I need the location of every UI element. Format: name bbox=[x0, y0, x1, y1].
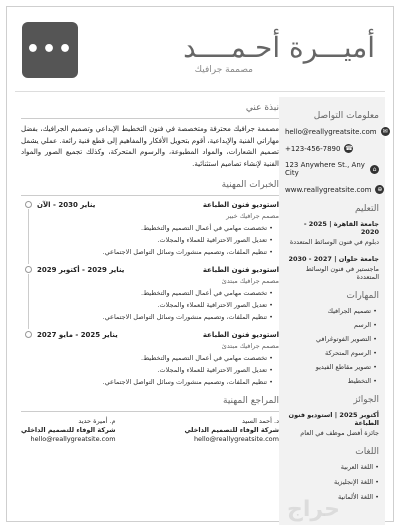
email-icon: ✉ bbox=[382, 128, 388, 135]
education-degree: ماجستير في فنون الوسائط المتعددة bbox=[305, 265, 379, 281]
awards-heading: الجوائز bbox=[353, 395, 379, 405]
contact-address bbox=[285, 161, 379, 177]
education-item bbox=[285, 255, 379, 281]
language-item: • اللغة الإنجليزية bbox=[285, 478, 379, 486]
award-title: أكتوبر 2025 | استوديو فنون الطباعة bbox=[288, 411, 379, 427]
job-dates: يناير 2030 - الآن bbox=[37, 201, 96, 209]
job-entry bbox=[21, 201, 279, 256]
job-bullet: • تعديل الصور الاحترافية للعملاء والمجلات. bbox=[21, 236, 279, 244]
reference-item bbox=[21, 417, 116, 444]
timeline-dot-icon bbox=[25, 201, 32, 208]
job-entry bbox=[21, 331, 279, 386]
reference-name: م. أميرة حديد bbox=[78, 417, 116, 425]
education-title: جامعة حلوان | 2027 - 2030 bbox=[288, 255, 379, 263]
job-entry bbox=[21, 266, 279, 321]
contact-phone-text[interactable]: +123-456-7890 bbox=[285, 144, 341, 153]
job-role: مصمم جرافيك مبتدئ bbox=[221, 342, 279, 350]
contact-email bbox=[285, 127, 388, 136]
experience-heading: الخبرات المهنية bbox=[221, 180, 279, 190]
reference-email[interactable]: hello@reallygreatsite.com bbox=[30, 435, 116, 443]
job-role: مصمم جرافيك مبتدئ bbox=[221, 277, 279, 285]
job-bullet: • تنظيم الملفات، وتصميم منشورات وسائل التواصل الاجتماعي. bbox=[21, 378, 279, 386]
job-bullet: • تخصصت مهامي في أعمال التصميم والتخطيط. bbox=[21, 289, 279, 297]
job-bullet: • تعديل الصور الاحترافية للعملاء والمجلات. bbox=[21, 301, 279, 309]
skills-heading: المهارات bbox=[346, 291, 379, 301]
job-header bbox=[37, 266, 279, 274]
section-divider bbox=[21, 195, 279, 196]
about-text: مصممة جرافيك محترفة ومتخصصة في فنون التخطيط الإبداعي وتصميم الجرافيك، بفضل مهاراتي الفنية والإبداعية، أقوم بتحويل الأفكار والمفاهيم إلى قطع فنية رائعة. عملي يشمل تصميم الشعارات، والمواد المطبوعة، والرسوم المتحركة، وكذلك تجميع الصور والمواد الفنية لإنشاء تصاميم استثنائية. bbox=[21, 125, 279, 168]
candidate-job-title: مصممة جرافيك bbox=[194, 65, 253, 75]
timeline-dot-icon bbox=[25, 266, 32, 273]
contact-address-text: 123 Anywhere St., Any City bbox=[285, 161, 365, 177]
sidebar bbox=[279, 97, 388, 525]
skill-item: • التخطيط bbox=[285, 377, 379, 385]
references-list bbox=[21, 417, 279, 444]
job-bullet: • تعديل الصور الاحترافية للعملاء والمجلات. bbox=[21, 366, 279, 374]
skill-item: • تصوير مقاطع الفيديو bbox=[285, 363, 379, 371]
language-item: • اللغة العربية bbox=[285, 463, 379, 471]
languages-heading: اللغات bbox=[355, 447, 379, 457]
experience-timeline bbox=[21, 201, 279, 386]
reference-org: شركة الوفاء للتصميم الداخلي bbox=[21, 426, 116, 434]
watermark-logo: حراج bbox=[287, 497, 340, 522]
job-company: استوديو فنون الطباعة bbox=[202, 331, 279, 339]
skill-item: • تصميم الجرافيك bbox=[285, 307, 379, 315]
references-heading: المراجع المهنية bbox=[223, 396, 279, 406]
education-title: جامعة القاهرة | 2025 - 2020 bbox=[303, 220, 379, 236]
skill-item: • الرسوم المتحركة bbox=[285, 349, 379, 357]
reference-org: شركة الوفاء للتصميم الداخلي bbox=[184, 426, 279, 434]
timeline-line bbox=[28, 209, 29, 264]
job-header bbox=[37, 331, 279, 339]
candidate-name: أميـــرة أحـمــــد bbox=[183, 31, 375, 64]
timeline-dot-icon bbox=[25, 331, 32, 338]
timeline-line bbox=[28, 274, 29, 329]
contact-email-text[interactable]: hello@reallygreatsite.com bbox=[285, 127, 377, 136]
job-bullet: • تخصصت مهامي في أعمال التصميم والتخطيط. bbox=[21, 354, 279, 362]
location-icon: ⌂ bbox=[370, 165, 379, 174]
about-heading: نبذة عني bbox=[245, 103, 279, 113]
header-divider bbox=[15, 91, 385, 92]
phone-icon: ☎ bbox=[345, 145, 353, 152]
job-dates: يناير 2029 - أكتوبر 2029 bbox=[37, 266, 125, 274]
job-company: استوديو فنون الطباعة bbox=[202, 201, 279, 209]
education-item bbox=[285, 220, 379, 246]
contact-website bbox=[285, 185, 383, 194]
reference-email[interactable]: hello@reallygreatsite.com bbox=[193, 435, 279, 443]
reference-name: د. أحمد السيد bbox=[241, 417, 279, 425]
job-dates: يناير 2025 - مايو 2027 bbox=[37, 331, 118, 339]
education-degree: دبلوم في فنون الوسائط المتعددة bbox=[289, 238, 379, 246]
contact-phone bbox=[285, 144, 379, 153]
job-bullet: • تنظيم الملفات، وتصميم منشورات وسائل التواصل الاجتماعي. bbox=[21, 313, 279, 321]
resume-sheet bbox=[6, 6, 394, 522]
menu-badge[interactable] bbox=[22, 22, 78, 78]
skill-item: • التصوير الفوتوغرافي bbox=[285, 335, 379, 343]
job-role: مصمم جرافيك خبير bbox=[226, 212, 279, 220]
section-divider bbox=[21, 411, 279, 412]
main-column bbox=[21, 103, 279, 444]
section-divider bbox=[21, 118, 279, 119]
job-bullet: • تنظيم الملفات، وتصميم منشورات وسائل التواصل الاجتماعي. bbox=[21, 248, 279, 256]
award-description: جائزة أفضل موظف في العام bbox=[300, 429, 379, 437]
skill-item: • الرسم bbox=[285, 321, 379, 329]
reference-item bbox=[184, 417, 279, 444]
job-company: استوديو فنون الطباعة bbox=[202, 266, 279, 274]
language-item: • اللغة الألمانية bbox=[285, 493, 379, 501]
education-heading: التعليم bbox=[355, 204, 379, 214]
job-bullet: • تخصصت مهامي في أعمال التصميم والتخطيط. bbox=[21, 224, 279, 232]
job-header bbox=[37, 201, 279, 209]
globe-icon: ⊕ bbox=[377, 186, 383, 193]
contact-heading: معلومات التواصل bbox=[313, 111, 379, 121]
more-dots-icon: ••• bbox=[25, 37, 75, 62]
contact-website-text[interactable]: www.reallygreatsite.com bbox=[285, 185, 372, 194]
